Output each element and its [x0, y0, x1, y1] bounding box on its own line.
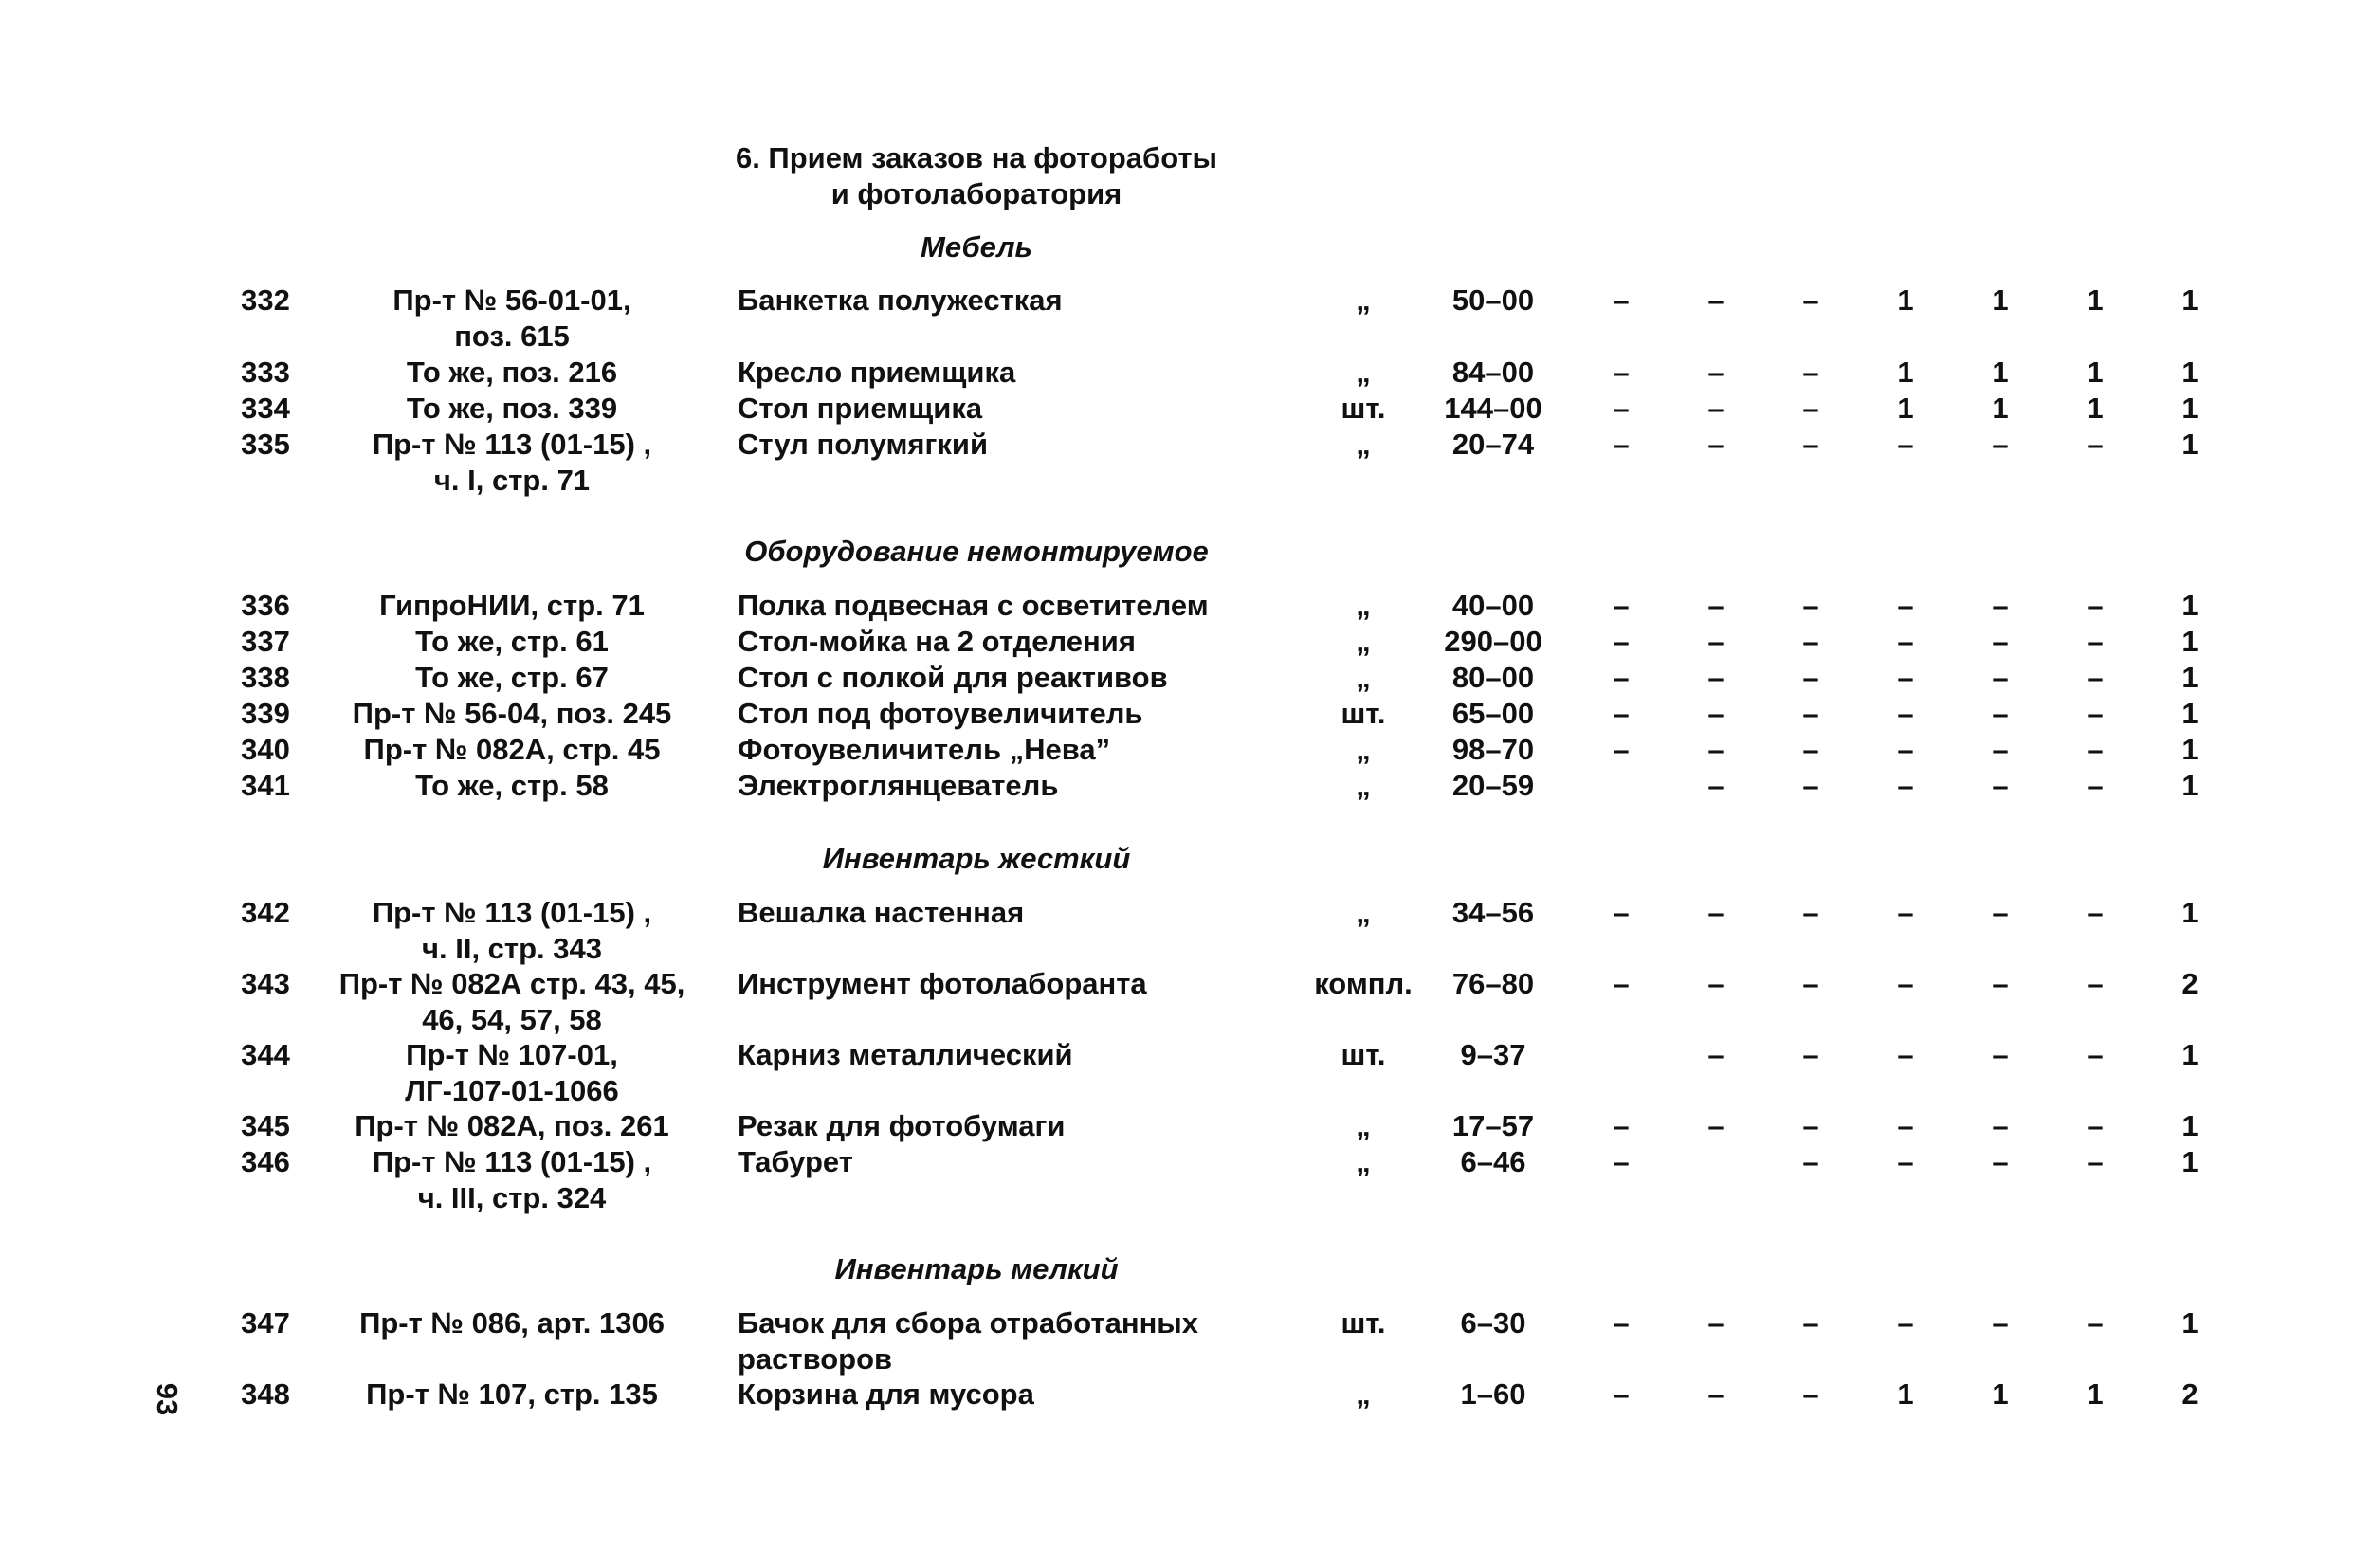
item-number: 341: [241, 769, 290, 802]
quantity-cell: –: [1802, 1109, 1819, 1142]
quantity-cell: –: [2087, 1038, 2104, 1071]
source-reference: ч. I, стр. 71: [433, 464, 591, 497]
quantity-cell: –: [1992, 428, 2009, 461]
unit: шт.: [1341, 697, 1386, 730]
quantity-cell: 1: [2181, 1306, 2198, 1340]
quantity-cell: –: [1613, 896, 1630, 929]
item-number: 340: [241, 733, 290, 766]
quantity-cell: –: [1802, 428, 1819, 461]
item-name: Фотоувеличитель „Нева”: [738, 733, 1111, 766]
quantity-cell: –: [1897, 896, 1914, 929]
quantity-cell: –: [1707, 1377, 1724, 1411]
quantity-cell: –: [2087, 428, 2104, 461]
quantity-cell: –: [1707, 428, 1724, 461]
quantity-cell: 1: [1992, 392, 2009, 425]
source-reference: То же, поз. 216: [406, 356, 618, 389]
quantity-cell: –: [1992, 896, 2009, 929]
quantity-cell: –: [1613, 589, 1630, 622]
quantity-cell: –: [1802, 1145, 1819, 1178]
quantity-cell: –: [1613, 967, 1630, 1000]
quantity-cell: 2: [2181, 967, 2198, 1000]
unit: „: [1356, 733, 1371, 766]
item-number: 347: [241, 1306, 290, 1340]
quantity-cell: 1: [2181, 392, 2198, 425]
section-heading: Инвентарь мелкий: [834, 1252, 1119, 1285]
unit: „: [1356, 428, 1371, 461]
quantity-cell: –: [1707, 697, 1724, 730]
title-line-1: 6. Прием заказов на фотоработы: [735, 141, 1218, 174]
quantity-cell: –: [2087, 1109, 2104, 1142]
quantity-cell: –: [1613, 356, 1630, 389]
quantity-cell: –: [1707, 967, 1724, 1000]
quantity-cell: 1: [2181, 283, 2198, 317]
item-number: 337: [241, 625, 290, 658]
quantity-cell: –: [1802, 697, 1819, 730]
unit: шт.: [1341, 1306, 1386, 1340]
item-name: Стол-мойка на 2 отделения: [738, 625, 1136, 658]
item-name: Инструмент фотолаборанта: [738, 967, 1147, 1000]
unit: „: [1356, 1145, 1371, 1178]
source-reference: Пр-т № 56-01-01,: [392, 283, 631, 317]
quantity-cell: 1: [2181, 1145, 2198, 1178]
quantity-cell: –: [1897, 697, 1914, 730]
item-name: Кресло приемщика: [738, 356, 1016, 389]
item-number: 333: [241, 356, 290, 389]
unit: „: [1356, 896, 1371, 929]
quantity-cell: –: [1897, 428, 1914, 461]
source-reference: То же, стр. 67: [415, 661, 609, 694]
item-number: 336: [241, 589, 290, 622]
quantity-cell: 1: [2181, 661, 2198, 694]
quantity-cell: –: [1707, 356, 1724, 389]
quantity-cell: –: [1707, 769, 1724, 802]
quantity-cell: –: [1613, 1145, 1630, 1178]
quantity-cell: –: [1802, 283, 1819, 317]
price: 34–56: [1451, 896, 1535, 929]
quantity-cell: –: [2087, 697, 2104, 730]
quantity-cell: –: [1802, 733, 1819, 766]
unit: „: [1356, 1109, 1371, 1142]
quantity-cell: –: [1802, 392, 1819, 425]
quantity-cell: –: [1897, 1109, 1914, 1142]
quantity-cell: –: [1802, 661, 1819, 694]
source-reference: То же, стр. 58: [415, 769, 609, 802]
quantity-cell: –: [2087, 589, 2104, 622]
source-reference: ЛГ-107-01-1066: [405, 1074, 619, 1107]
quantity-cell: –: [1613, 392, 1630, 425]
unit: „: [1356, 589, 1371, 622]
source-reference: То же, поз. 339: [406, 392, 618, 425]
unit: „: [1356, 769, 1371, 802]
item-name: Стол под фотоувеличитель: [738, 697, 1143, 730]
quantity-cell: –: [1802, 589, 1819, 622]
price: 50–00: [1451, 283, 1535, 317]
item-name: Корзина для мусора: [738, 1377, 1034, 1411]
item-number: 338: [241, 661, 290, 694]
quantity-cell: –: [2087, 733, 2104, 766]
item-name: Стул полумягкий: [738, 428, 989, 461]
quantity-cell: –: [1802, 1377, 1819, 1411]
unit: „: [1356, 1377, 1371, 1411]
title-line-2: и фотолаборатория: [830, 177, 1122, 210]
quantity-cell: 1: [1992, 1377, 2009, 1411]
quantity-cell: 1: [2181, 428, 2198, 461]
quantity-cell: –: [2087, 1306, 2104, 1340]
quantity-cell: 1: [1992, 283, 2009, 317]
price: 9–37: [1460, 1038, 1526, 1071]
quantity-cell: –: [1992, 1145, 2009, 1178]
price: 65–00: [1451, 697, 1535, 730]
quantity-cell: 1: [1992, 356, 2009, 389]
source-reference: Пр-т № 56-04, поз. 245: [352, 697, 672, 730]
quantity-cell: –: [2087, 967, 2104, 1000]
quantity-cell: –: [1992, 769, 2009, 802]
quantity-cell: 1: [1897, 283, 1914, 317]
unit: шт.: [1341, 1038, 1386, 1071]
quantity-cell: –: [1992, 661, 2009, 694]
source-reference: 46, 54, 57, 58: [422, 1003, 602, 1036]
quantity-cell: –: [1802, 967, 1819, 1000]
quantity-cell: 1: [2181, 769, 2198, 802]
quantity-cell: –: [1992, 1038, 2009, 1071]
quantity-cell: 1: [2181, 733, 2198, 766]
item-name: Бачок для сбора отработанных: [738, 1306, 1199, 1340]
source-reference: Пр-т № 113 (01-15) ,: [372, 896, 652, 929]
quantity-cell: –: [1707, 1306, 1724, 1340]
price: 1–60: [1460, 1377, 1526, 1411]
quantity-cell: 1: [2181, 697, 2198, 730]
source-reference: ГипроНИИ, стр. 71: [379, 589, 645, 622]
quantity-cell: –: [1897, 625, 1914, 658]
price: 84–00: [1451, 356, 1535, 389]
item-number: 335: [241, 428, 290, 461]
source-reference: То же, стр. 61: [415, 625, 609, 658]
price: 144–00: [1444, 392, 1542, 425]
quantity-cell: 1: [2087, 1377, 2104, 1411]
quantity-cell: –: [1613, 697, 1630, 730]
item-number: 344: [241, 1038, 290, 1071]
item-number: 345: [241, 1109, 290, 1142]
item-name: Электроглянцеватель: [738, 769, 1059, 802]
quantity-cell: –: [1897, 589, 1914, 622]
quantity-cell: 1: [1897, 392, 1914, 425]
price: 6–46: [1460, 1145, 1526, 1178]
quantity-cell: –: [1613, 428, 1630, 461]
price: 20–59: [1451, 769, 1535, 802]
quantity-cell: –: [1613, 625, 1630, 658]
quantity-cell: –: [1613, 733, 1630, 766]
quantity-cell: –: [2087, 896, 2104, 929]
quantity-cell: 1: [2181, 1038, 2198, 1071]
item-number: 348: [241, 1377, 290, 1411]
source-reference: Пр-т № 107, стр. 135: [366, 1377, 658, 1411]
quantity-cell: –: [1897, 661, 1914, 694]
unit: „: [1356, 356, 1371, 389]
item-number: 339: [241, 697, 290, 730]
quantity-cell: –: [1707, 661, 1724, 694]
quantity-cell: 2: [2181, 1377, 2198, 1411]
quantity-cell: –: [1802, 769, 1819, 802]
quantity-cell: –: [1707, 283, 1724, 317]
item-number: 346: [241, 1145, 290, 1178]
document-page: 6. Прием заказов на фотоработы и фотолаборатория Мебель 332 Пр-т № 56-01-01, поз. 615 Банкетка полужесткая „ 50–00 – – – 1 1 1 1 333 То же, поз. 216 Кресло приемщика „ 84–00 – – – 1 1 1 1 334 То же, поз. 339 Стол приемщика шт. 144–00 – – – 1 1 1 1 335 Пр-т № 113 (01-15) , ч. I, стр. 71 Стул полумягкий „ 20–74 – – – – – – 1 Оборудование немонтируемое 336 ГипроНИИ, стр. 71 Полка подвесная с осветителем „ 40–00 – – – – – – 1 337 То же, стр. 61 Стол-мойка на 2 отделения „ 290–00 – – – – – – 1 338 То же, стр. 67 Стол с полкой для реактивов „ 80–00 – – – – – – 1 339 Пр-т № 56-04, поз. 245 Стол под фотоувеличитель шт. 65–00 – – – – – – 1 340 Пр-т № 082А, стр. 45 Фотоувеличитель „Нева” „ 98–70 – – – – – – 1 341 То же, стр. 58 Электроглянцеватель „ 20–59 – – – – – 1 Инвентарь жесткий 342 Пр-т № 113 (01-15) , ч. II, стр. 343 Вешалка настенная „ 34–56 – – – – – – 1 343 Пр-т № 082А стр. 43, 45, 46, 54, 57, 58 Инструмент фотолаборанта компл. 76–80 – – – – – – 2 344 Пр-т № 107-01, ЛГ-107-01-1066 Карниз металлический шт. 9–37 – – – – – 1 345 Пр-т № 082А, поз. 261 Резак для фотобумаги „ 17–57 – – – – – – 1 346 Пр-т № 113 (01-15) , ч. III, стр. 324 Табурет „ 6–46 – – – – – 1 Инвентарь мелкий 347 Пр-т № 086, арт. 1306 Бачок для сбора отработанных растворов шт. 6–30 – – – – – – 1 348 Пр-т № 107, стр. 135 Корзина для мусора „ 1–60 – – – 1 1 1 2 93: [0, 0, 2353, 1568]
item-name: Табурет: [738, 1145, 853, 1178]
quantity-cell: 1: [2087, 283, 2104, 317]
quantity-cell: –: [2087, 769, 2104, 802]
source-reference: поз. 615: [454, 319, 570, 353]
quantity-cell: –: [1897, 1145, 1914, 1178]
quantity-cell: 1: [2181, 589, 2198, 622]
price: 20–74: [1451, 428, 1535, 461]
source-reference: Пр-т № 082А, стр. 45: [363, 733, 661, 766]
quantity-cell: –: [1613, 1306, 1630, 1340]
quantity-cell: –: [1897, 967, 1914, 1000]
item-name: Стол приемщика: [738, 392, 983, 425]
quantity-cell: –: [1802, 896, 1819, 929]
quantity-cell: –: [1613, 661, 1630, 694]
source-reference: Пр-т № 082А, поз. 261: [355, 1109, 669, 1142]
quantity-cell: 1: [1897, 1377, 1914, 1411]
quantity-cell: –: [1992, 967, 2009, 1000]
quantity-cell: 1: [2087, 392, 2104, 425]
section-heading: Оборудование немонтируемое: [744, 535, 1209, 568]
section-heading: Инвентарь жесткий: [822, 842, 1131, 875]
item-number: 334: [241, 392, 290, 425]
quantity-cell: –: [1992, 625, 2009, 658]
price: 17–57: [1451, 1109, 1535, 1142]
unit: „: [1356, 283, 1371, 317]
item-number: 342: [241, 896, 290, 929]
price: 40–00: [1451, 589, 1535, 622]
quantity-cell: –: [1992, 1109, 2009, 1142]
quantity-cell: –: [1897, 1306, 1914, 1340]
source-reference: ч. II, стр. 343: [422, 932, 602, 965]
quantity-cell: –: [1992, 1306, 2009, 1340]
item-name: растворов: [738, 1342, 893, 1376]
quantity-cell: 1: [2181, 356, 2198, 389]
unit: компл.: [1314, 967, 1413, 1000]
quantity-cell: –: [1802, 1038, 1819, 1071]
quantity-cell: –: [1802, 356, 1819, 389]
source-reference: Пр-т № 107-01,: [406, 1038, 618, 1071]
quantity-cell: –: [2087, 1145, 2104, 1178]
item-name: Полка подвесная с осветителем: [738, 589, 1209, 622]
source-reference: ч. III, стр. 324: [417, 1181, 607, 1214]
price: 98–70: [1451, 733, 1535, 766]
quantity-cell: –: [1613, 1377, 1630, 1411]
quantity-cell: –: [1992, 733, 2009, 766]
unit: „: [1356, 661, 1371, 694]
price: 6–30: [1460, 1306, 1526, 1340]
source-reference: Пр-т № 082А стр. 43, 45,: [338, 967, 685, 1000]
source-reference: Пр-т № 113 (01-15) ,: [372, 428, 652, 461]
quantity-cell: –: [1707, 733, 1724, 766]
quantity-cell: –: [1707, 1109, 1724, 1142]
item-name: Стол с полкой для реактивов: [738, 661, 1168, 694]
quantity-cell: –: [2087, 661, 2104, 694]
quantity-cell: –: [1897, 769, 1914, 802]
unit: шт.: [1341, 392, 1386, 425]
item-number: 343: [241, 967, 290, 1000]
item-number: 332: [241, 283, 290, 317]
quantity-cell: –: [1613, 283, 1630, 317]
quantity-cell: –: [1613, 1109, 1630, 1142]
quantity-cell: 1: [1897, 356, 1914, 389]
quantity-cell: –: [1992, 697, 2009, 730]
section-heading: Мебель: [921, 230, 1032, 264]
quantity-cell: 1: [2181, 896, 2198, 929]
quantity-cell: 1: [2087, 356, 2104, 389]
item-name: Резак для фотобумаги: [738, 1109, 1066, 1142]
quantity-cell: –: [1707, 625, 1724, 658]
quantity-cell: –: [1897, 1038, 1914, 1071]
quantity-cell: –: [1707, 589, 1724, 622]
unit: „: [1356, 625, 1371, 658]
quantity-cell: –: [1707, 1038, 1724, 1071]
quantity-cell: –: [1707, 392, 1724, 425]
quantity-cell: –: [1707, 896, 1724, 929]
price: 76–80: [1451, 967, 1535, 1000]
quantity-cell: 1: [2181, 1109, 2198, 1142]
quantity-cell: –: [2087, 625, 2104, 658]
price: 290–00: [1444, 625, 1542, 658]
source-reference: Пр-т № 086, арт. 1306: [359, 1306, 665, 1340]
source-reference: Пр-т № 113 (01-15) ,: [372, 1145, 652, 1178]
quantity-cell: –: [1802, 1306, 1819, 1340]
price: 80–00: [1451, 661, 1535, 694]
item-name: Вешалка настенная: [738, 896, 1025, 929]
quantity-cell: –: [1897, 733, 1914, 766]
quantity-cell: 1: [2181, 625, 2198, 658]
quantity-cell: –: [1802, 625, 1819, 658]
item-name: Банкетка полужесткая: [738, 283, 1063, 317]
quantity-cell: –: [1992, 589, 2009, 622]
item-name: Карниз металлический: [738, 1038, 1073, 1071]
